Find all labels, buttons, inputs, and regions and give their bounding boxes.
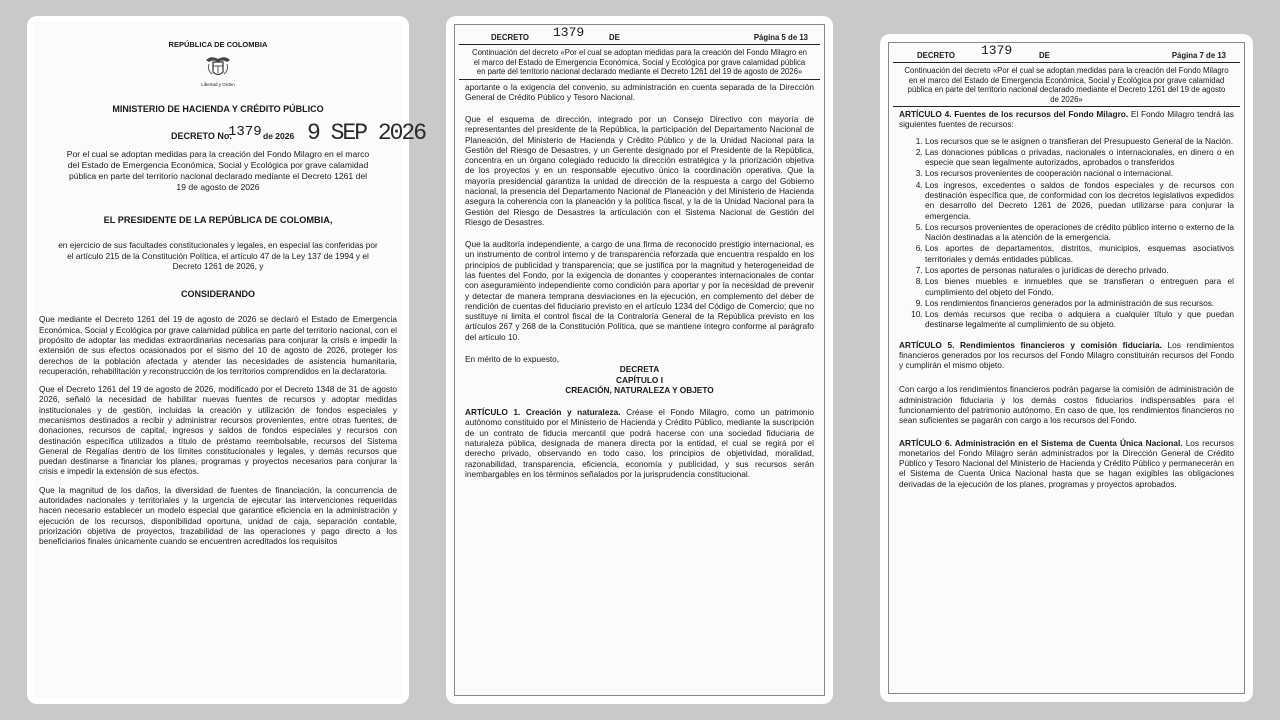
chapter-title: CREACIÓN, NATURALEZA Y OBJETO [565,384,714,395]
article-1 [465,407,814,479]
date-stamp: 9 SEP 2026 [307,120,426,147]
paragraph: aportante o la exigencia del convenio, su administración en cuenta separada de la Dirección General de Crédito Público y Tesoro Nacional. [465,81,814,102]
list-item: 8. Los bienes muebles e inmuebles que se transfieran o entreguen para el cumplimiento del objeto del Fondo. [925,276,1234,297]
list-item: 3. Los recursos provenientes de cooperación nacional o internacional. [925,168,1234,178]
ministry-heading: MINISTERIO DE HACIENDA Y CRÉDITO PÚBLICO [112,103,324,114]
motto: Libertad y Orden [201,82,235,88]
decree-label: DECRETO [491,33,529,42]
document-card-1 [27,16,426,704]
continuation-note: Continuación del decreto «Por el cual se adoptan medidas para la creación del Fondo Milagro en el marco del Estado de Emergencia Económica, Social y Ecológica por grave calamidad pública en parte del territorio nacional declarado mediante el Decreto 1261 del 19 de agosto de 2026» [893,63,1240,107]
continuation-note: Continuación del decreto «Por el cual se adoptan medidas para la creación del Fondo Milagro en el marco del Estado de Emergencia Económica, Social y Ecológica por grave calamidad pública en parte del territorio nacional declarado mediante el Decreto 1261 del 19 de agosto de 2026» [459,45,820,80]
decreta-heading: DECRETA [619,364,660,375]
merit-line: En mérito de lo expuesto, [465,353,560,364]
decree-year: de 2026 [263,131,295,142]
list-item: 6. Los aportes de departamentos, distritos, municipios, esquemas asociativos territoriales y demás entidades públicas. [925,243,1234,264]
president-heading: EL PRESIDENTE DE LA REPÚBLICA DE COLOMBIA, [103,215,333,226]
list-item: 2. Las donaciones públicas o privadas, nacionales o internacionales, en dinero o en especie que sean legalmente autorizados, aprobados o transferidos [925,147,1234,168]
page-header [459,25,820,45]
page-number: Página 7 de 13 [1171,51,1226,60]
decree-label: DECRETO No. [171,131,232,142]
republic-heading: REPÚBLICA DE COLOMBIA [168,40,268,49]
list-item: 1. Los recursos que se le asignen o transfieran del Presupuesto General de la Nación. [925,136,1234,146]
powers-text: en ejercicio de sus facultades constitucionales y legales, en especial las conferidas por el artículo 215 de la Constitución Política, el artículo 47 de la Ley 137 de 1994 y el Decreto 1261 de 2026, y [58,240,378,271]
page-header [893,43,1240,63]
article-6-title: ARTÍCULO 6. Administración en el Sistema de Cuenta Única Nacional. [899,437,1183,448]
chapter-heading: CAPÍTULO I [615,374,663,385]
article-6 [899,438,1234,489]
article-1-title: ARTÍCULO 1. Creación y naturaleza. [465,407,621,418]
list-item: 4. Los ingresos, excedentes o saldos de fondos especiales y de recursos con destinación específica que, de conformidad con los decretos legislativos expedidos en desarrollo del Decreto 1261 de 2026, puedan utilizarse para conjurar la emergencia. [925,180,1234,221]
article-4 [899,109,1234,130]
de-label: DE [609,33,620,42]
decree-page-5 [454,24,825,696]
de-label: DE [1039,51,1050,60]
decree-number: 1379 [228,124,262,141]
decree-summary: Por el cual se adoptan medidas para la creación del Fondo Milagro en el marco del Estado de Emergencia Económica, Social y Ecológica por grave calamidad pública en parte del territorio nacional declarado mediante el Decreto 1261 del 19 de agosto de 2026 [66,149,370,193]
decree-line [39,120,426,147]
decree-label: DECRETO [917,51,955,60]
article-5-title: ARTÍCULO 5. Rendimientos financieros y comisión fiduciaria. [899,339,1162,350]
list-item: 9. Los rendimientos financieros generados por la administración de sus recursos. [925,298,1234,308]
considering-heading: CONSIDERANDO [180,289,255,300]
decree-page-1 [35,22,426,698]
article-5-text: Los rendimientos financieros generados por los recursos del Fondo Milagro constituirán recursos del Fondo y cumplirán el mismo objeto. [899,339,1234,371]
list-item: 7. Los aportes de personas naturales o jurídicas de derecho privado. [925,265,1234,275]
page-number: Página 5 de 13 [753,33,808,42]
paragraph: Que el esquema de dirección, integrado por un Consejo Directivo con mayoría de representantes del presidente de la República, la participación del Departamento Nacional de Planeación, del Ministerio de Hacienda y Crédito Público y de la Unidad Nacional para la Gestión del Riesgo de Desastres, y un Gerente designado por el Presidente de la República, concentra en un órgano colegiado reducido la dirección estratégica y la priorización objetiva de los proyectos y en un responsable ejecutivo único la coordinación operativa. Que la mayoría presidencial garantiza la unidad de dirección de la respuesta a cargo del Gobierno nacional, la presencia del Departamento Nacional de Planeación y del Ministerio de Hacienda asegura la coherencia con la planeación y la política fiscal, y la de la Unidad Nacional para la Gestión del Riesgo de Desastres la articulación con el Sistema Nacional de Gestión del Riesgo de Desastres. [465,114,814,227]
document-card-3 [880,34,1253,702]
paragraph: Que la auditoría independiente, a cargo de una firma de reconocido prestigio internacional, es un instrumento de control interno y de transparencia reforzada que encuentra respaldo en los principios de publicidad y transparencia; que se justifica por la magnitud y heterogeneidad de las fuentes del Fondo, por la exigencia de donantes y cooperantes internacionales de contar con aseguramiento independiente como condición para aportar y por la necesidad de prevenir y detectar de manera temprana desviaciones en la ejecución, en complemento del deber de rendición de cuentas del fiduciario previsto en el artículo 1234 del Código de Comercio; que no sustituye ni limita el control fiscal de la Contraloría General de la República previsto en los artículos 267 y 268 de la Constitución Política, que se mantiene íntegro conforme al parágrafo del artículo 10. [465,239,814,342]
paragraph: Que la magnitud de los daños, la diversidad de fuentes de financiación, la concurrencia de autoridades nacionales y territoriales y la urgencia de ejecutar las intervenciones requeridas hacen necesario establecer un modelo especial que garantice eficiencia en la administración y ejecución de los recursos, disponibilidad oportuna, unidad de caja, separación contable, priorización objetiva de proyectos, trazabilidad de las operaciones y pago directo a los beneficiarios finales únicamente cuando se encuentren acreditados los requisitos [39,484,397,547]
article-5 [899,340,1234,371]
document-card-2 [446,16,833,704]
decree-number: 1379 [981,43,1013,58]
article-4-intro: El Fondo Milagro tendrá las siguientes fuentes de recursos: [899,109,1235,130]
paragraph: Con cargo a los rendimientos financieros podrán pagarse la comisión de administración de administración fiduciaria y los demás costos fiduciarios indispensables para el funcionamiento del patrimonio autónomo. En caso de que, los rendimientos financieros no sean suficientes se pagarán con cargo a los recursos del Fondo. [899,384,1234,426]
decree-number: 1379 [553,25,585,40]
coat-of-arms-icon [203,52,233,82]
decree-page-7 [888,42,1245,694]
sources-list [899,136,1234,330]
list-item: 5. Los recursos provenientes de operaciones de crédito público interno o externo de la Nación destinadas a la atención de la emergencia. [925,222,1234,243]
paragraph: Que mediante el Decreto 1261 del 19 de agosto de 2026 se declaró el Estado de Emergencia Económica, Social y Ecológica por grave calamidad pública en parte del territorio nacional, con el propósito de adoptar las medidas extraordinarias necesarias para conjurar la crisis e impedir la extensión de sus efectos ocasionados por el sismo del 10 de agosto de 2026, proteger los derechos de la población afectada y atender las necesidades de asistencia humanitaria, recuperación, rehabilitación y reconstrucción de los territorios comprendidos en la declaratoria. [39,314,397,376]
article-6-text: Los recursos monetarios del Fondo Milagro serán administrados por la Dirección General de Crédito Público y Tesoro Nacional del Ministerio de Hacienda y Crédito Público y permanecerán en el Sistema de Cuenta Única Nacional hasta que se hagan exigibles las obligaciones derivadas de la ejecución de los planes, programas y proyectos aprobados. [899,437,1234,489]
article-4-title: ARTÍCULO 4. Fuentes de los recursos del Fondo Milagro. [899,109,1129,119]
article-1-text: Créase el Fondo Milagro, como un patrimonio autónomo constituido por el Ministerio de Hacienda y Crédito Público, mediante la suscripción de un contrato de fiducia mercantil que podrá hacerse con una sociedad fiduciaria de naturaleza pública, designada de manera directa por la entidad, el cual se regirá por el derecho privado, observando en todo caso, los principios de objetividad, moralidad, razonabilidad, transparencia, eficiencia, economía y publicidad, y sus recursos serán inembargables en los términos señalados por la jurisprudencia constitucional. [465,407,814,479]
paragraph: Que el Decreto 1261 del 19 de agosto de 2026, modificado por el Decreto 1348 de 31 de agosto 2026, señaló la necesidad de habilitar nuevas fuentes de recursos y adoptar medidas institucionales y de gestión, incluidas la creación y utilización de fondos especiales y mecanismos destinados a recibir y administrar recursos provenientes, entre otras fuentes, de donaciones, recursos de capital, ingresos y saldos de fondos especiales y recursos con destinación específica utilizados a título de préstamo reembolsable, recursos del Sistema General de Regalías dentro de los límites constitucionales y legales, y demás recursos que puedan destinarse a financiar los planes, programas y proyectos necesarios para conjurar la crisis e impedir la extensión de sus efectos. [39,384,397,477]
list-item: 10. Los demás recursos que reciba o adquiera a cualquier título y que puedan destinarse legalmente al cumplimiento de su objeto. [925,309,1234,330]
